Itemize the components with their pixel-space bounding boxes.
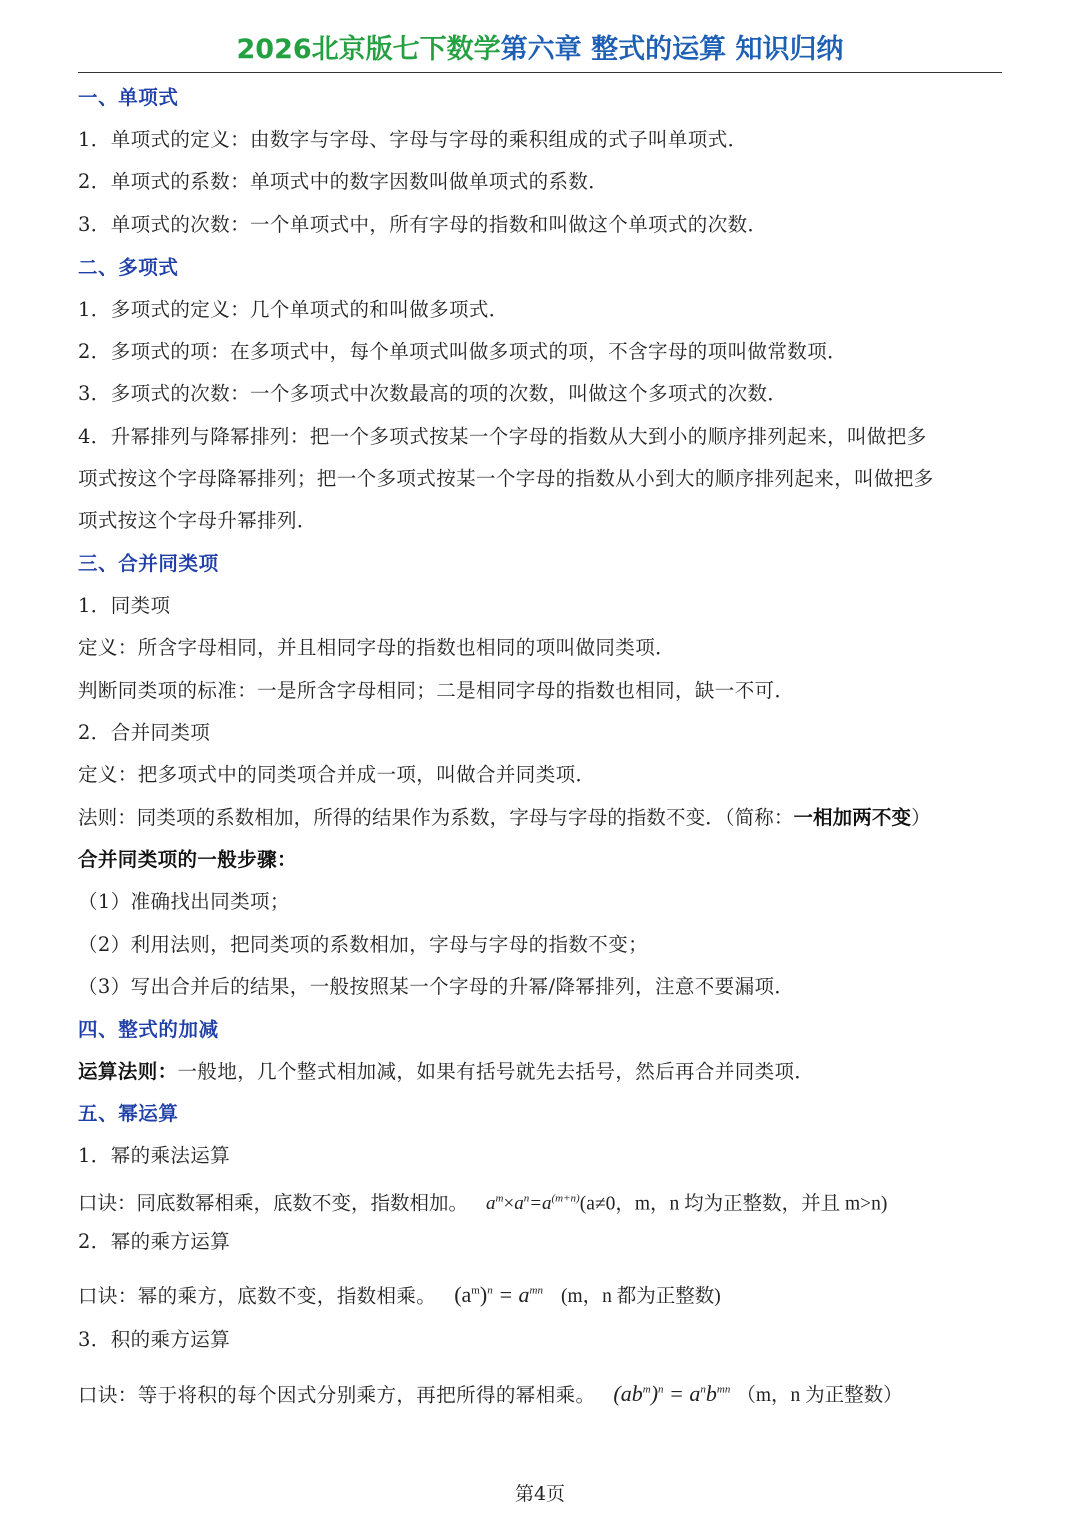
power-of-product-rule bbox=[78, 1369, 1008, 1411]
combine-rule bbox=[78, 797, 1008, 839]
ordering-line-2: 项式按这个字母降幂排列；把一个多项式按某一个字母的指数从小到大的顺序排列起来，叫做把多 bbox=[78, 467, 934, 490]
like-terms-subheading: 1．同类项 bbox=[78, 594, 171, 617]
combine-step-3: （3）写出合并后的结果，一般按照某一个字母的升幂/降幂排列，注意不要漏项． bbox=[78, 975, 795, 998]
combine-step-2: （2）利用法则，把同类项的系数相加，字母与字母的指数不变； bbox=[78, 933, 649, 956]
section-heading-like-terms: 三、合并同类项 bbox=[78, 552, 219, 575]
section-heading-monomial: 一、单项式 bbox=[78, 86, 179, 109]
ordering-line-1: 4．升幂排列与降幂排列：把一个多项式按某一个字母的指数从大到小的顺序排列起来，叫做把多 bbox=[78, 425, 927, 448]
combine-rule-text: 法则：同类项的系数相加，所得的结果作为系数，字母与字母的指数不变．（简称： bbox=[78, 806, 794, 829]
section-heading-powers: 五、幂运算 bbox=[78, 1102, 179, 1125]
power-multiplication-mnemonic: 口诀：同底数幂相乘，底数不变，指数相加。 bbox=[78, 1191, 469, 1215]
power-of-power-rule bbox=[78, 1270, 1008, 1312]
power-of-power-subheading: 2．幂的乘方运算 bbox=[78, 1230, 231, 1253]
title-green-part: 2026北京版七下数学 bbox=[236, 34, 501, 65]
section-heading-polynomial: 二、多项式 bbox=[78, 256, 179, 279]
ordering-line-3: 项式按这个字母升幂排列． bbox=[78, 509, 317, 532]
section-heading-add-subtract: 四、整式的加减 bbox=[78, 1018, 219, 1041]
page-number: 第4页 bbox=[514, 1483, 566, 1505]
like-terms-criterion: 判断同类项的标准：一是所含字母相同；二是相同字母的指数也相同，缺一不可． bbox=[78, 679, 795, 702]
polynomial-degree: 3．多项式的次数：一个多项式中次数最高的项的次数，叫做这个多项式的次数． bbox=[78, 382, 788, 405]
like-terms-definition: 定义：所含字母相同，并且相同字母的指数也相同的项叫做同类项． bbox=[78, 636, 676, 659]
monomial-definition: 1．单项式的定义：由数字与字母、字母与字母的乘积组成的式子叫单项式． bbox=[78, 128, 748, 151]
add-subtract-rule-label: 运算法则： bbox=[78, 1060, 178, 1083]
polynomial-definition: 1．多项式的定义：几个单项式的和叫做多项式． bbox=[78, 298, 509, 321]
combine-subheading: 2．合并同类项 bbox=[78, 721, 211, 744]
title-blue-part: 第六章 整式的运算 知识归纳 bbox=[500, 34, 844, 65]
combine-steps-title: 合并同类项的一般步骤： bbox=[78, 848, 297, 871]
monomial-degree: 3．单项式的次数：一个单项式中，所有字母的指数和叫做这个单项式的次数． bbox=[78, 213, 768, 236]
title-divider bbox=[78, 72, 1002, 73]
power-of-product-subheading: 3．积的乘方运算 bbox=[78, 1328, 231, 1351]
page-title bbox=[0, 32, 1080, 68]
combine-step-1: （1）准确找出同类项； bbox=[78, 890, 290, 913]
power-of-product-formula: $(ab^m)^n = a^nb^{mn}$ bbox=[613, 1381, 731, 1407]
add-subtract-rule-text: 一般地，几个整式相加减，如果有括号就先去括号，然后再合并同类项． bbox=[177, 1060, 815, 1083]
power-multiplication-subheading: 1．幂的乘法运算 bbox=[78, 1144, 231, 1167]
add-subtract-rule bbox=[78, 1051, 1008, 1093]
power-multiplication-rule bbox=[78, 1178, 1008, 1220]
power-multiplication-condition: (a≠0，m，n 均为正整数，并且 m>n) bbox=[579, 1193, 888, 1215]
combine-rule-mnemonic: 一相加两不变 bbox=[793, 806, 912, 829]
polynomial-term: 2．多项式的项：在多项式中，每个单项式叫做多项式的项，不含字母的项叫做常数项． bbox=[78, 340, 848, 363]
power-of-power-mnemonic: 口诀：幂的乘方，底数不变，指数相乘。 bbox=[78, 1284, 437, 1308]
power-of-product-condition: （m，n 为正整数） bbox=[736, 1385, 903, 1407]
power-of-power-condition: (m，n 都为正整数) bbox=[561, 1286, 721, 1308]
power-of-product-mnemonic: 口诀：等于将积的每个因式分别乘方，再把所得的幂相乘。 bbox=[78, 1383, 596, 1407]
power-multiplication-formula: $a^m\times a^n=a^{(m+n)}$ bbox=[486, 1193, 580, 1215]
combine-rule-end: ） bbox=[911, 806, 931, 829]
combine-definition: 定义：把多项式中的同类项合并成一项，叫做合并同类项． bbox=[78, 763, 596, 786]
power-of-power-formula: $(a^m)^n = a^{mn}$ bbox=[454, 1282, 543, 1308]
monomial-coefficient: 2．单项式的系数：单项式中的数字因数叫做单项式的系数． bbox=[78, 170, 609, 193]
